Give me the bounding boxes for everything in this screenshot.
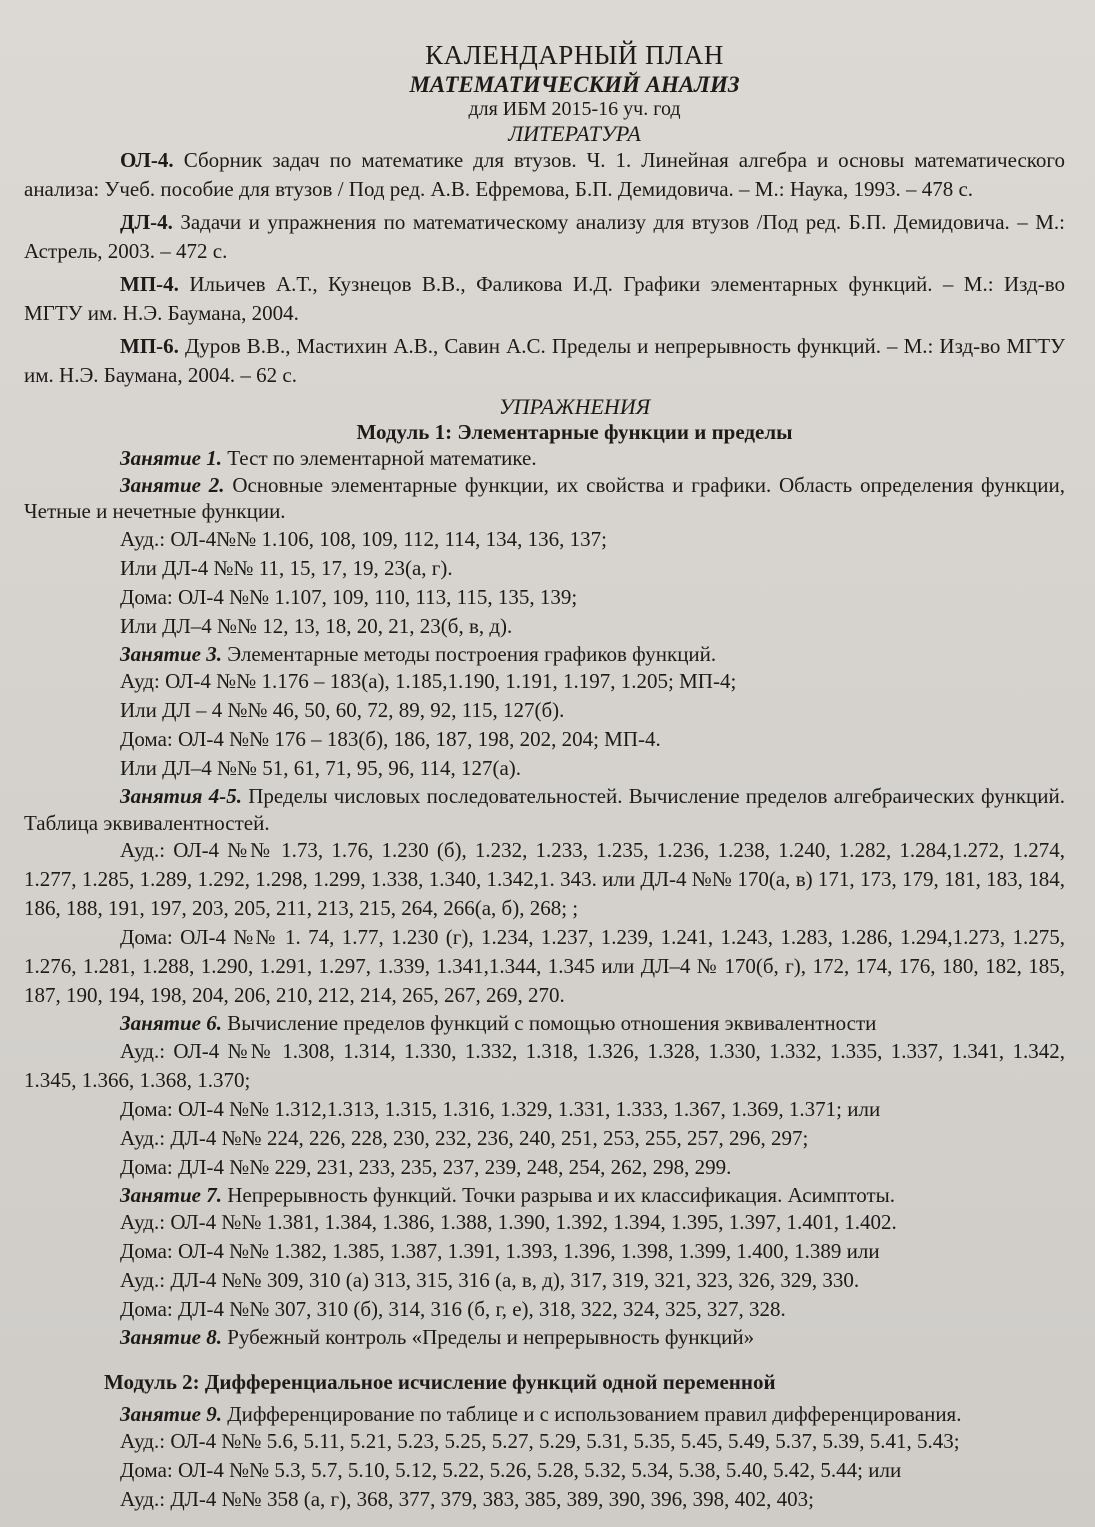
exercise-line: Дома: ОЛ-4 №№ 1.107, 109, 110, 113, 115, 135, 139;	[120, 584, 578, 609]
lesson-8	[24, 1324, 1065, 1351]
exercise-block: Ауд.: ОЛ-4 №№ 5.6, 5.11, 5.21, 5.23, 5.25, 5.27, 5.29, 5.31, 5.35, 5.45, 5.49, 5.37, 5.39, 5.41, 5.43;	[120, 1429, 960, 1453]
exercise-line: Ауд.: ДЛ-4 №№ 309, 310 (а) 313, 315, 316 (а, в, д), 317, 319, 321, 323, 326, 329, 330.	[120, 1268, 860, 1292]
lesson-title: Занятие 6.	[120, 1011, 222, 1035]
exercise-line: Или ДЛ-4 №№ 11, 15, 17, 19, 23(а, г).	[120, 555, 453, 580]
exercise-line: Дома: ДЛ-4 №№ 307, 310 (б), 314, 316 (б, г, е), 318, 322, 324, 325, 327, 328.	[120, 1297, 786, 1321]
lesson-9	[24, 1401, 1065, 1428]
exercise-line: Дома: ОЛ-4 №№ 1.382, 1.385, 1.387, 1.391, 1.393, 1.396, 1.398, 1.399, 1.400, 1.389 или	[120, 1239, 880, 1263]
document-title: КАЛЕНДАРНЫЙ ПЛАН	[425, 40, 724, 70]
lesson-topic: Дифференцирование по таблице и с использованием правил дифференцирования.	[227, 1401, 962, 1426]
exercise-block: Ауд.: ОЛ-4 №№ 1.73, 1.76, 1.230 (б), 1.232, 1.233, 1.235, 1.236, 1.238, 1.240, 1.282, 1.284,1.272, 1.274, 1.277, 1.285, 1.289, 1.292, 1.298, 1.299, 1.338, 1.340, 1.342,1. 343. или ДЛ-4 №№ 170(а, в) 171, 173, 179, 181, 183, 184, 186, 188, 191, 197, 203, 205, 211, 213, 215, 264, 266(а, б), 268; ;	[24, 838, 1065, 920]
literature-item	[24, 208, 1065, 266]
literature-text: Дуров В.В., Мастихин А.В., Савин А.С. Пределы и непрерывность функций. – М.: Изд-во МГТУ им. Н.Э. Баумана, 2004. – 62 с.	[24, 334, 1065, 387]
lesson-topic: Тест по элементарной математике.	[227, 446, 537, 470]
lesson-title: Занятие 8.	[120, 1325, 222, 1349]
exercise-line: Дома: ОЛ-4 №№ 176 – 183(б), 186, 187, 198, 202, 204; МП-4.	[120, 727, 661, 751]
exercise-block: Ауд.: ОЛ-4 №№ 1.308, 1.314, 1.330, 1.332, 1.318, 1.326, 1.328, 1.330, 1.332, 1.335, 1.337, 1.341, 1.342, 1.345, 1.366, 1.368, 1.370;	[24, 1038, 1065, 1092]
lesson-7	[24, 1182, 1065, 1209]
module-2-heading: Модуль 2: Дифференциальное исчисление функций одной переменной	[104, 1369, 776, 1394]
literature-text: Сборник задач по математике для втузов. Ч. 1. Линейная алгебра и основы математического анализа: Учеб. пособие для втузов / Под ред. А.В. Ефремова, Б.П. Демидовича. – М.: Наука, 1993. – 478 с.	[24, 148, 1066, 201]
literature-code: МП-6.	[120, 334, 179, 358]
exercise-line: Дома: ОЛ-4 №№ 1.312,1.313, 1.315, 1.316, 1.329, 1.331, 1.333, 1.367, 1.369, 1.371; или	[120, 1096, 881, 1121]
lesson-topic: Основные элементарные функции, их свойства и графики. Область определения функции, Четные и нечетные функции.	[24, 472, 1065, 523]
lesson-title: Занятие 2.	[120, 472, 225, 497]
literature-item	[24, 332, 1065, 390]
lesson-1	[24, 445, 1065, 472]
literature-text: Задачи и упражнения по математическому анализу для втузов /Под ред. Б.П. Демидовича. – М.: Астрель, 2003. – 472 с.	[24, 210, 1066, 263]
exercise-line: Или ДЛ–4 №№ 12, 13, 18, 20, 21, 23(б, в, д).	[120, 613, 513, 638]
lesson-title: Занятие 7.	[120, 1182, 222, 1207]
exercise-block: Дома: ОЛ-4 №№ 1. 74, 1.77, 1.230 (г), 1.234, 1.237, 1.239, 1.241, 1.243, 1.283, 1.286, 1.294,1.273, 1.275, 1.276, 1.281, 1.288, 1.290, 1.291, 1.297, 1.339, 1.341,1.344, 1.345 или ДЛ–4 № 170(б, г), 172, 174, 176, 180, 182, 185, 187, 190, 194, 198, 204, 206, 210, 212, 214, 265, 267, 269, 270.	[24, 925, 1065, 1007]
lesson-title: Занятия 4-5.	[120, 784, 242, 808]
module-1-heading: Модуль 1: Элементарные функции и пределы	[356, 420, 793, 444]
literature-heading: ЛИТЕРАТУРА	[508, 121, 641, 146]
lesson-title: Занятие 1.	[120, 446, 222, 470]
exercise-line: Ауд.: ОЛ-4 №№ 1.381, 1.384, 1.386, 1.388, 1.390, 1.392, 1.394, 1.395, 1.397, 1.401, 1.402.	[120, 1210, 897, 1234]
exercise-line: Ауд.: ОЛ-4№№ 1.106, 108, 109, 112, 114, 134, 136, 137;	[120, 526, 608, 551]
exercise-line: Дома: ОЛ-4 №№ 5.3, 5.7, 5.10, 5.12, 5.22, 5.26, 5.28, 5.32, 5.34, 5.38, 5.40, 5.42, 5.44; или	[120, 1458, 902, 1482]
lesson-2	[24, 472, 1065, 525]
literature-text: Ильичев А.Т., Кузнецов В.В., Фаликова И.Д. Графики элементарных функций. – М.: Изд-во МГТУ им. Н.Э. Баумана, 2004.	[24, 272, 1065, 325]
exercise-line: Ауд: ОЛ-4 №№ 1.176 – 183(а), 1.185,1.190, 1.191, 1.197, 1.205; МП-4;	[120, 669, 737, 693]
lesson-topic: Элементарные методы построения графиков функций.	[227, 641, 717, 666]
lesson-3	[24, 641, 1065, 668]
lesson-4-5	[24, 783, 1065, 836]
exercise-line: Ауд.: ДЛ-4 №№ 224, 226, 228, 230, 232, 236, 240, 251, 253, 255, 257, 296, 297;	[120, 1125, 809, 1150]
exercise-line: Или ДЛ – 4 №№ 46, 50, 60, 72, 89, 92, 115, 127(б).	[120, 698, 565, 722]
literature-code: МП-4.	[120, 272, 179, 296]
subject-title: МАТЕМАТИЧЕСКИЙ АНАЛИЗ	[409, 72, 740, 97]
exercises-heading: УПРАЖНЕНИЯ	[498, 394, 651, 419]
literature-code: ДЛ-4.	[120, 210, 173, 234]
exercise-line: Дома: ДЛ-4 №№ 229, 231, 233, 235, 237, 239, 248, 254, 262, 298, 299.	[120, 1154, 732, 1179]
academic-year: для ИБМ 2015-16 уч. год	[468, 98, 681, 120]
lesson-6	[24, 1010, 1065, 1037]
exercise-line: Ауд.: ДЛ-4 №№ 358 (а, г), 368, 377, 379, 383, 385, 389, 390, 396, 398, 402, 403;	[120, 1487, 814, 1511]
literature-item	[24, 146, 1065, 204]
lesson-topic: Вычисление пределов функций с помощью отношения эквивалентности	[227, 1011, 877, 1035]
exercise-line: Или ДЛ–4 №№ 51, 61, 71, 95, 96, 114, 127(а).	[120, 756, 522, 780]
literature-code: ОЛ-4.	[120, 148, 174, 172]
literature-item	[24, 270, 1065, 328]
lesson-topic: Непрерывность функций. Точки разрыва и их классификация. Асимптоты.	[227, 1182, 895, 1207]
lesson-title: Занятие 9.	[120, 1401, 222, 1426]
lesson-topic: Пределы числовых последовательностей. Вычисление пределов алгебраических функций. Таблица эквивалентностей.	[24, 784, 1065, 835]
lesson-title: Занятие 3.	[120, 641, 222, 666]
lesson-topic: Рубежный контроль «Пределы и непрерывность функций»	[227, 1325, 755, 1349]
